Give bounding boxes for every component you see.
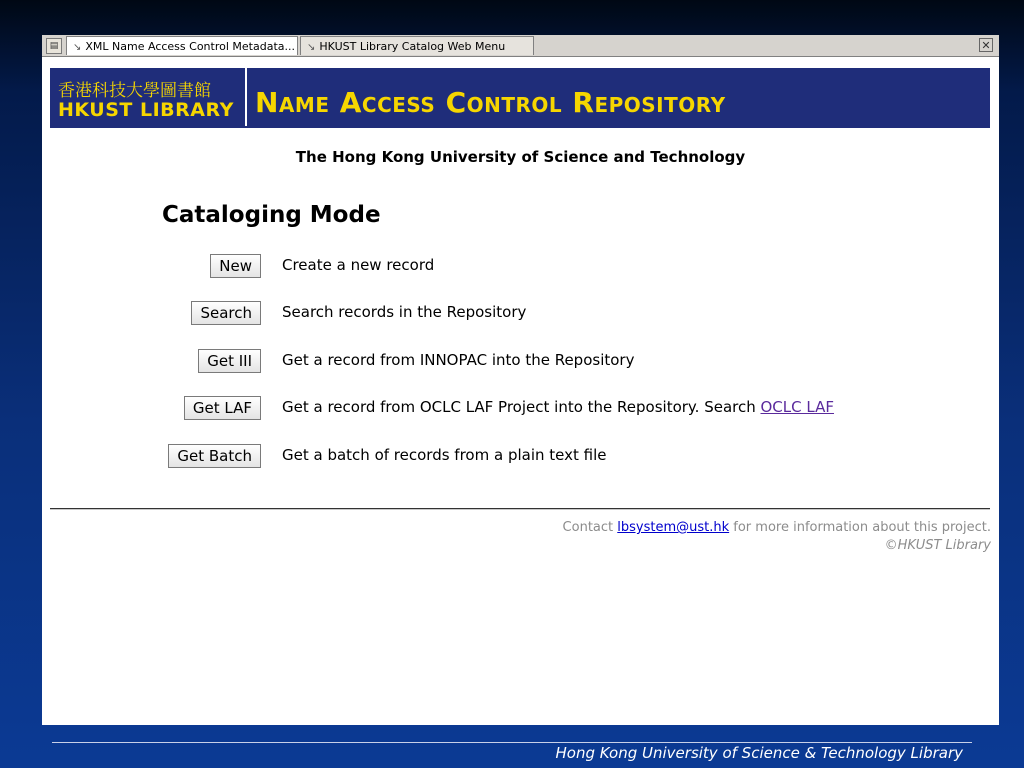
action-row-get-batch <box>42 444 999 472</box>
tab-bar <box>42 35 999 57</box>
get-laf-description-text: Get a record from OCLC LAF Project into the Repository. Search <box>282 398 761 416</box>
action-row-new <box>42 254 999 282</box>
close-tab-icon[interactable]: ✕ <box>979 38 993 52</box>
logo-chinese-text: 香港科技大學圖書館 <box>58 81 211 101</box>
browser-menu-icon[interactable]: ▤ <box>46 38 62 54</box>
get-batch-button[interactable]: Get Batch <box>168 444 261 468</box>
new-description: Create a new record <box>282 256 435 274</box>
copyright: ©HKUST Library <box>884 538 991 553</box>
get-iii-description: Get a record from INNOPAC into the Repository <box>282 351 635 369</box>
tab-catalog-web-menu[interactable] <box>300 36 534 55</box>
contact-info <box>563 520 991 535</box>
contact-prefix: Contact <box>562 520 618 535</box>
tab-xml-name-access[interactable] <box>66 36 298 55</box>
footer-divider <box>50 508 990 510</box>
tab-label: XML Name Access Control Metadata... <box>85 40 295 53</box>
tab-label: HKUST Library Catalog Web Menu <box>319 40 506 53</box>
action-row-get-laf <box>42 396 999 424</box>
get-iii-button[interactable]: Get III <box>198 349 261 373</box>
get-batch-description: Get a batch of records from a plain text file <box>282 446 607 464</box>
slide-footer-text: Hong Kong University of Science & Technology Library <box>555 744 963 762</box>
get-laf-button[interactable]: Get LAF <box>184 396 261 420</box>
new-button[interactable]: New <box>210 254 261 278</box>
contact-suffix: for more information about this project. <box>729 520 991 535</box>
oclc-laf-link[interactable]: OCLC LAF <box>760 398 834 416</box>
slide-footer-divider <box>52 742 972 743</box>
contact-email-link[interactable]: lbsystem@ust.hk <box>617 520 730 535</box>
get-laf-description <box>282 398 834 416</box>
page-title: Name Access Control Repository <box>255 86 726 119</box>
action-row-get-iii <box>42 349 999 377</box>
library-logo[interactable] <box>51 68 247 126</box>
browser-window <box>42 35 999 725</box>
header-banner <box>50 68 990 128</box>
page-icon: ↘ <box>73 42 82 53</box>
page-icon: ↘ <box>307 42 316 53</box>
university-subtitle: The Hong Kong University of Science and Technology <box>295 148 746 166</box>
search-button[interactable]: Search <box>191 301 261 325</box>
mode-heading: Cataloging Mode <box>162 202 381 228</box>
logo-english-text: HKUST LIBRARY <box>58 99 234 121</box>
action-row-search <box>42 301 999 329</box>
search-description: Search records in the Repository <box>282 303 527 321</box>
